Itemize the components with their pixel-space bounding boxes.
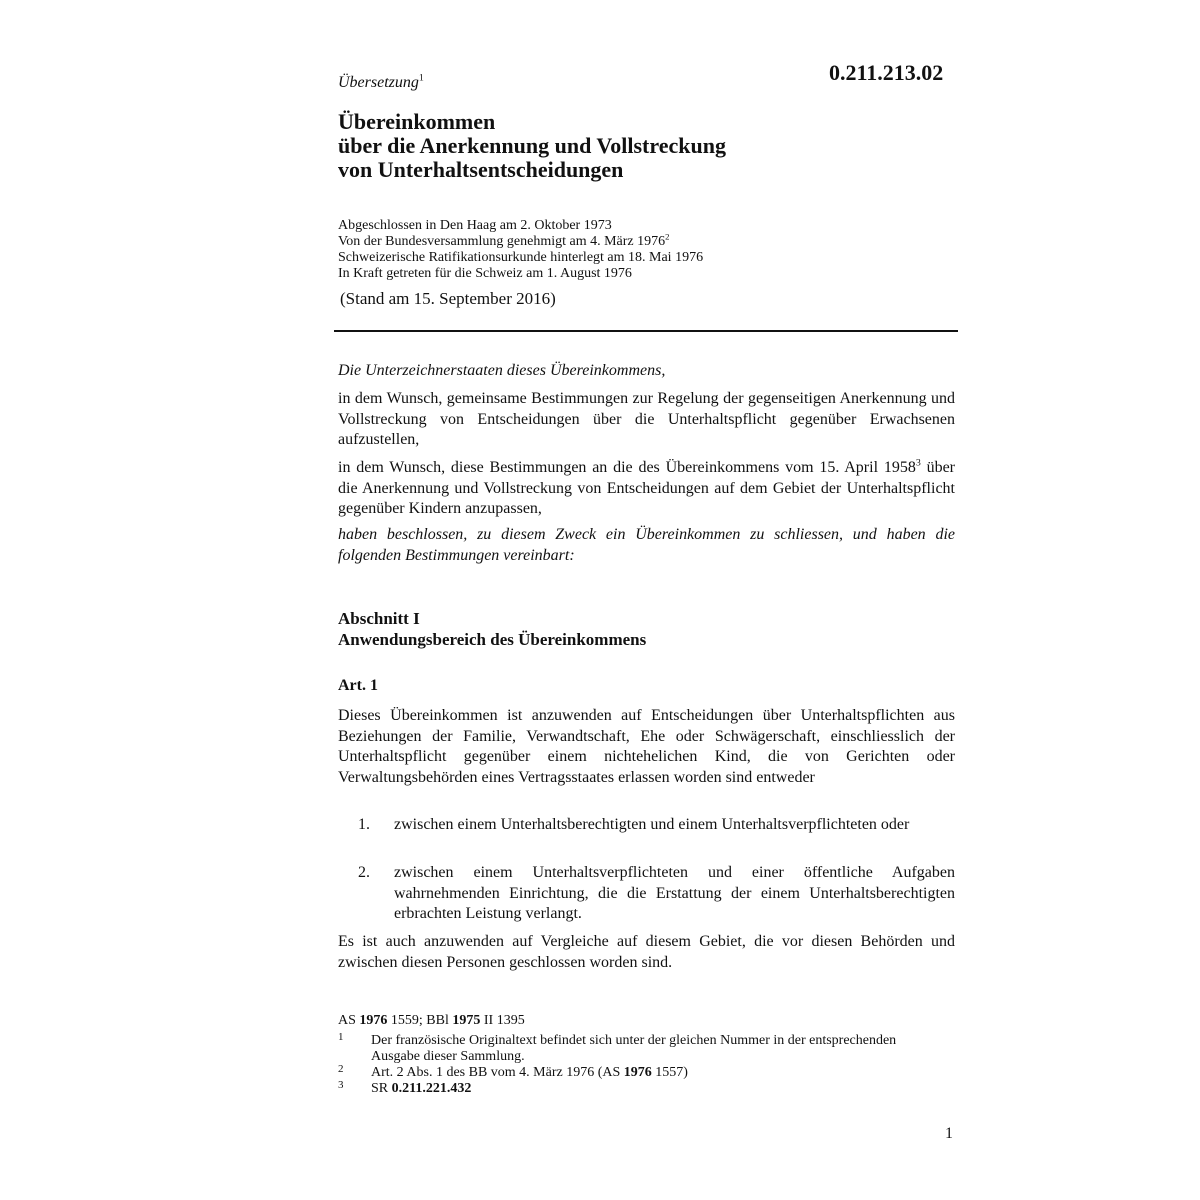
article-closing: Es ist auch anzuwenden auf Vergleiche auf diesem Gebiet, die vor diesen Behörden und zwischen diesen Personen geschlossen worden sind. [338, 933, 955, 971]
footnote-ref-1[interactable]: 1 [418, 72, 424, 84]
section-title: Anwendungsbereich des Übereinkommens [338, 630, 647, 649]
section-heading [338, 608, 646, 650]
footnote-mark: 2 [338, 1063, 344, 1075]
sr-number: 0.211.213.02 [829, 60, 944, 85]
footnote-mark: 1 [338, 1031, 344, 1043]
article-intro: Dieses Übereinkommen ist anzuwenden auf Entscheidungen über Unterhaltspflichten aus Beziehungen der Familie, Verwandtschaft, Ehe oder Schwägerschaft, einschliesslich der Unterhaltspflicht gegenüber einem nichtehelichen Kind, die von Gerichten oder Verwaltungsbehörden eines Vertragsstaates erlassen worden sind entweder [338, 707, 955, 786]
title-line-3: von Unterhaltsentscheidungen [338, 157, 624, 182]
approved-date: Von der Bundesversammlung genehmigt am 4. März 1976$^2$ [338, 231, 670, 249]
title-line-1: Übereinkommen [338, 109, 496, 134]
document-title [338, 110, 726, 182]
page-number: 1 [945, 1125, 953, 1142]
footnote-ref-2[interactable]: 2 [665, 231, 670, 242]
footnote-ref-3[interactable]: 3 [915, 457, 921, 469]
ratified-date: Schweizerische Ratifikationsurkunde hinterlegt am 18. Mai 1976 [338, 250, 704, 265]
footnote-mark: 3 [338, 1079, 344, 1091]
list-item: zwischen einem Unterhaltsverpflichteten und einer öffentliche Aufgaben wahrnehmenden Einrichtung, die die Erstattung der einem Unterhaltsberechtigten erbrachten Leistung verlangt. [394, 864, 955, 922]
section-label: Abschnitt I [338, 609, 420, 628]
footnote-text: SR 0.211.221.432 [371, 1081, 472, 1096]
preamble-paragraph-1: in dem Wunsch, gemeinsame Bestimmungen zur Regelung der gegenseitigen Anerkennung und Vollstreckung von Entscheidungen über die Unterhaltspflicht gegenüber Erwachsenen aufzustellen, [338, 390, 955, 448]
preamble-paragraph-2: in dem Wunsch, diese Bestimmungen an die des Übereinkommens vom 15. April 1958$^3$ über die Anerkennung und Vollstreckung von Entscheidungen auf dem Gebiet der Unterhaltspflicht gegenüber Kindern anzupassen, [338, 457, 956, 517]
treaty-metadata [338, 218, 703, 282]
in-force-date: In Kraft getreten für die Schweiz am 1. August 1976 [338, 266, 632, 281]
concluded-date: Abgeschlossen in Den Haag am 2. Oktober 1973 [338, 218, 612, 233]
list-item: zwischen einem Unterhaltsberechtigten und einem Unterhaltsverpflichteten oder [394, 816, 910, 833]
footnote-text: Art. 2 Abs. 1 des BB vom 4. März 1976 (AS 1976 1557) [371, 1065, 688, 1080]
status-date: (Stand am 15. September 2016) [340, 289, 556, 308]
header-divider [334, 330, 958, 332]
preamble-resolution: haben beschlossen, zu diesem Zweck ein Übereinkommen zu schliessen, und haben die folgenden Bestimmungen vereinbart: [338, 526, 955, 564]
translation-label: Übersetzung$^1$ [338, 72, 424, 91]
source-reference: AS 1976 1559; BBl 1975 II 1395 [338, 1013, 525, 1028]
list-item-number: 1. [358, 816, 370, 833]
title-line-2: über die Anerkennung und Vollstreckung [338, 133, 726, 158]
footnote-text: Der französische Originaltext befindet sich unter der gleichen Nummer in der entsprechenden Ausgabe dieser Sammlung. [371, 1033, 897, 1064]
article-heading: Art. 1 [338, 677, 378, 694]
preamble-intro: Die Unterzeichnerstaaten dieses Übereinkommens, [338, 362, 666, 379]
list-item-number: 2. [358, 864, 370, 881]
